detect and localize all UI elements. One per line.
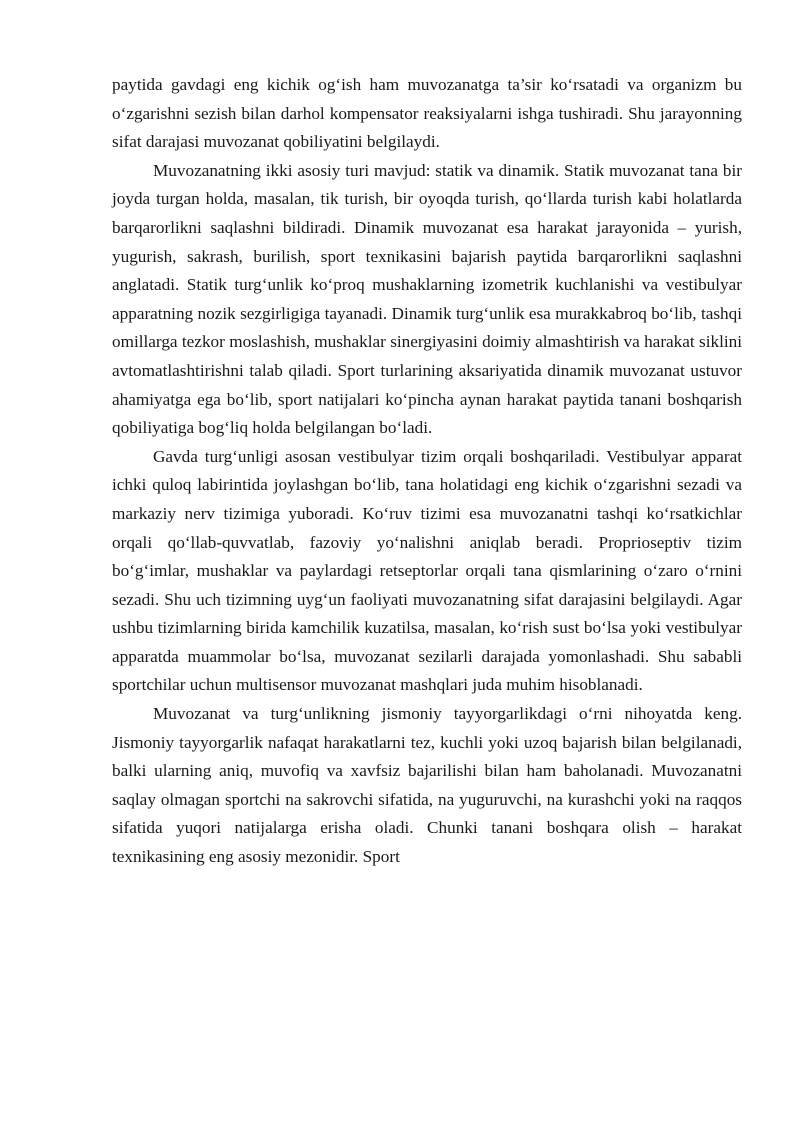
paragraph-1: paytida gavdagi eng kichik og‘ish ham muvozanatga ta’sir ko‘rsatadi va organizm bu o‘zgarishni sezish bilan darhol kompensator reaksiyalarni ishga tushiradi. Shu jarayonning sifat darajasi muvozanat qobiliyatini belgilaydi.	[112, 75, 742, 152]
paragraph-4: Muvozanat va turg‘unlikning jismoniy tayyorgarlikdagi o‘rni nihoyatda keng. Jismoniy tayyorgarlik nafaqat harakatlarni tez, kuchli yoki uzoq bajarish bilan belgilanadi, balki ularning aniq, muvofiq va xavfsiz bajarilishi bilan ham baholanadi. Muvozanatni saqlay olmagan sportchi na sakrovchi sifatida, na yuguruvchi, na kurashchi yoki na raqqos sifatida yuqori natijalarga erisha oladi. Chunki tanani boshqara olish – harakat texnikasining eng asosiy mezonidir. Sport	[112, 704, 742, 867]
paragraph-3: Gavda turg‘unligi asosan vestibulyar tizim orqali boshqariladi. Vestibulyar apparat ichki quloq labirintida joylashgan bo‘lib, tana holatidagi eng kichik o‘zgarishni sezadi va markaziy nerv tizimiga yuboradi. Ko‘ruv tizimi esa muvozanatni tashqi ko‘rsatkichlar orqali qo‘llab-quvvatlab, fazoviy yo‘nalishni aniqlab beradi. Proprioseptiv tizim bo‘g‘imlar, mushaklar va paylardagi retseptorlar orqali tana qismlarining o‘zaro o‘rnini sezadi. Shu uch tizimning uyg‘un faoliyati muvozanatning sifat darajasini belgilaydi. Agar ushbu tizimlarning birida kamchilik kuzatilsa, masalan, ko‘rish sust bo‘lsa yoki vestibulyar apparatda muammolar bo‘lsa, muvozanat sezilarli darajada yomonlashadi. Shu sababli sportchilar uchun multisensor muvozanat mashqlari juda muhim hisoblanadi.	[112, 446, 742, 695]
paragraph-2: Muvozanatning ikki asosiy turi mavjud: statik va dinamik. Statik muvozanat tana bir joyda turgan holda, masalan, tik turish, bir oyoqda turish, qo‘llarda turish kabi holatlarda barqarorlikni saqlashni bildiradi. Dinamik muvozanat esa harakat jarayonida – yurish, yugurish, sakrash, burilish, sport texnikasini bajarish paytida barqarorlikni saqlashni anglatadi. Statik turg‘unlik ko‘proq mushaklarning izometrik kuchlanishi va vestibulyar apparatning nozik sezgirligiga tayanadi. Dinamik turg‘unlik esa murakkabroq bo‘lib, tashqi omillarga tezkor moslashish, mushaklar sinergiyasini doimiy almashtirish va harakat siklini avtomatlashtirishni talab qiladi. Sport turlarining aksariyatida dinamik muvozanat ustuvor ahamiyatga ega bo‘lib, sport natijalari ko‘pincha aynan harakat paytida tanani boshqarish qobiliyatiga bog‘liq holda belgilangan bo‘ladi.	[112, 160, 742, 438]
document-page	[112, 71, 742, 872]
